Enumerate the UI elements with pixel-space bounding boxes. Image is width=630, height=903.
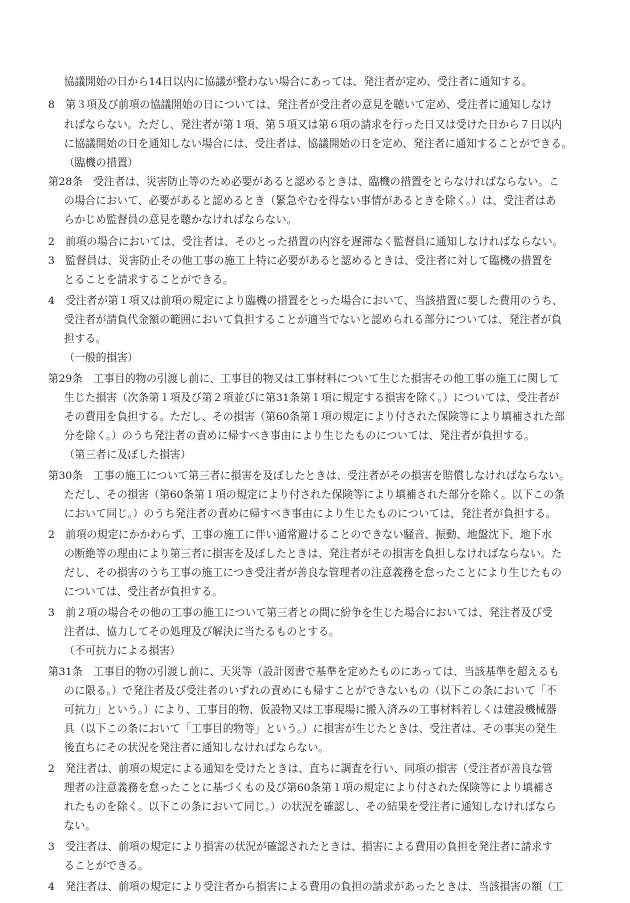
body-text-line: 受注者が請負代金額の範囲において負担することが適当でないと認められる部分については、発注者が負 — [64, 314, 562, 326]
section-heading: （第三者に及ぼした損害） — [64, 449, 192, 461]
paragraph-line: 4 受注者が第１項又は前項の規定により臨機の措置をとった場合において、当該措置に要した費用のうち、 — [48, 295, 563, 307]
body-text-line: れたものを除く。以下この条において同じ。）の状況を確認し、その結果を受注者に通知しなければなら — [64, 801, 557, 813]
body-text-line: に協議開始の日を通知しない場合には、受注者は、協議開始の日を定め、発注者に通知することができる。 — [64, 138, 573, 150]
body-text-line: の断絶等の理由により第三者に損害を及ぼしたときは、発注者がその損害を負担しなければならない。た — [64, 548, 562, 560]
article-line: 第30条 工事の施工について第三者に損害を及ぼしたときは、受注者がその損害を賠償しなければならない。 — [48, 470, 570, 482]
paragraph-line: 3 監督員は、災害防止その他工事の施工上特に必要があると認めるときは、受注者に対して臨機の措置を — [48, 255, 553, 267]
body-text-line: 後直ちにその状況を発注者に通知しなければならない。 — [64, 742, 329, 754]
body-text-line: 具（以下この条において「工事目的物等」という。）に損害が生じたときは、受注者は、その事実の発生 — [64, 723, 557, 735]
section-heading: （臨機の措置） — [64, 157, 139, 169]
paragraph-line: 3 受注者は、前項の規定により損害の状況が確認されたときは、損害による費用の負担を発注者に請求す — [48, 841, 553, 853]
body-text-line: ただし、その損害（第60条第１項の規定により付された保険等により填補された部分を除く。以下この条 — [64, 489, 565, 501]
body-text-line: らかじめ監督員の意見を聴かなければならない。 — [64, 214, 298, 226]
body-text-line: 分を除く。）のうち発注者の責めに帰すべき事由により生じたものについては、発注者が負担する。 — [64, 430, 535, 442]
body-text-line: 生じた損害（次条第１項及び第２項並びに第31条第１項に規定する損害を除く。）については、受注者が — [64, 392, 560, 404]
body-text-line: ることができる。 — [64, 860, 149, 872]
body-text-line: ない。 — [64, 820, 96, 832]
body-text-line: 可抗力」という。）により、工事目的物、仮設物又は工事現場に搬入済みの工事材料若しくは建設機械器 — [64, 704, 557, 716]
body-text-line: 理者の注意義務を怠ったことに基づくもの及び第60条第１項の規定により付された保険等により填補さ — [64, 782, 555, 794]
section-heading: （一般的損害） — [64, 352, 139, 364]
body-text-line: その費用を負担する。ただし、その損害（第60条第１項の規定により付された保険等により填補された部 — [64, 411, 565, 423]
paragraph-line: 8 第３項及び前項の協議開始の日については、発注者が受注者の意見を聴いて定め、受注者に通知しなけ — [48, 99, 553, 111]
body-text-line: 協議開始の日から14日以内に協議が整わない場合にあっては、発注者が定め、受注者に通知する。 — [64, 76, 533, 88]
paragraph-line: 2 前項の場合においては、受注者は、そのとった措置の内容を遅滞なく監督員に通知しなければならない。 — [48, 236, 564, 248]
section-heading: （不可抗力による損害） — [64, 645, 181, 657]
body-text-line: の場合において、必要があると認めるとき（緊急やむを得ない事情があるときを除く。）は、受注者はあ — [64, 195, 557, 207]
body-text-line: 注者は、協力してその処理及び解決に当たるものとする。 — [64, 626, 340, 638]
paragraph-line: 3 前２項の場合その他の工事の施工について第三者との間に紛争を生じた場合においては、発注者及び受 — [48, 607, 553, 619]
article-line: 第28条 受注者は、災害防止等のため必要があると認めるときは、臨機の措置をとらなければならない。こ — [48, 176, 560, 188]
body-text-line: については、受注者が負担する。 — [64, 586, 223, 598]
article-line: 第29条 工事目的物の引渡し前に、工事目的物又は工事材料について生じた損害その他工事の施工に関して — [48, 373, 560, 385]
body-text-line: 担する。 — [64, 333, 107, 345]
body-text-line: ればならない。ただし、発注者が第１項、第５項又は第６項の請求を行った日又は受けた日から７日以内 — [64, 119, 562, 131]
paragraph-line: 2 発注者は、前項の規定による通知を受けたときは、直ちに調査を行い、同項の損害（受注者が善良な管 — [48, 763, 553, 775]
body-text-line: において同じ。）のうち発注者の責めに帰すべき事由により生じたものについては、発注者が負担する。 — [64, 508, 557, 520]
body-text-line: のに限る。）で発注者及び受注者のいずれの責めにも帰すことができないもの（以下この条において「不 — [64, 685, 557, 697]
paragraph-line: 4 発注者は、前項の規定により受注者から損害による費用の負担の請求があったときは、当該損害の額（工 — [48, 881, 564, 893]
body-text-line: とることを請求することができる。 — [64, 274, 234, 286]
body-text-line: だし、その損害のうち工事の施工につき受注者が善良な管理者の注意義務を怠ったことにより生じたもの — [64, 567, 562, 579]
paragraph-line: 2 前項の規定にかかわらず、工事の施工に伴い通常避けることのできない騒音、振動、地盤沈下、地下水 — [48, 529, 552, 541]
article-line: 第31条 工事目的物の引渡し前に、天災等（設計図書で基準を定めたものにあっては、当該基準を超えるも — [48, 666, 560, 678]
